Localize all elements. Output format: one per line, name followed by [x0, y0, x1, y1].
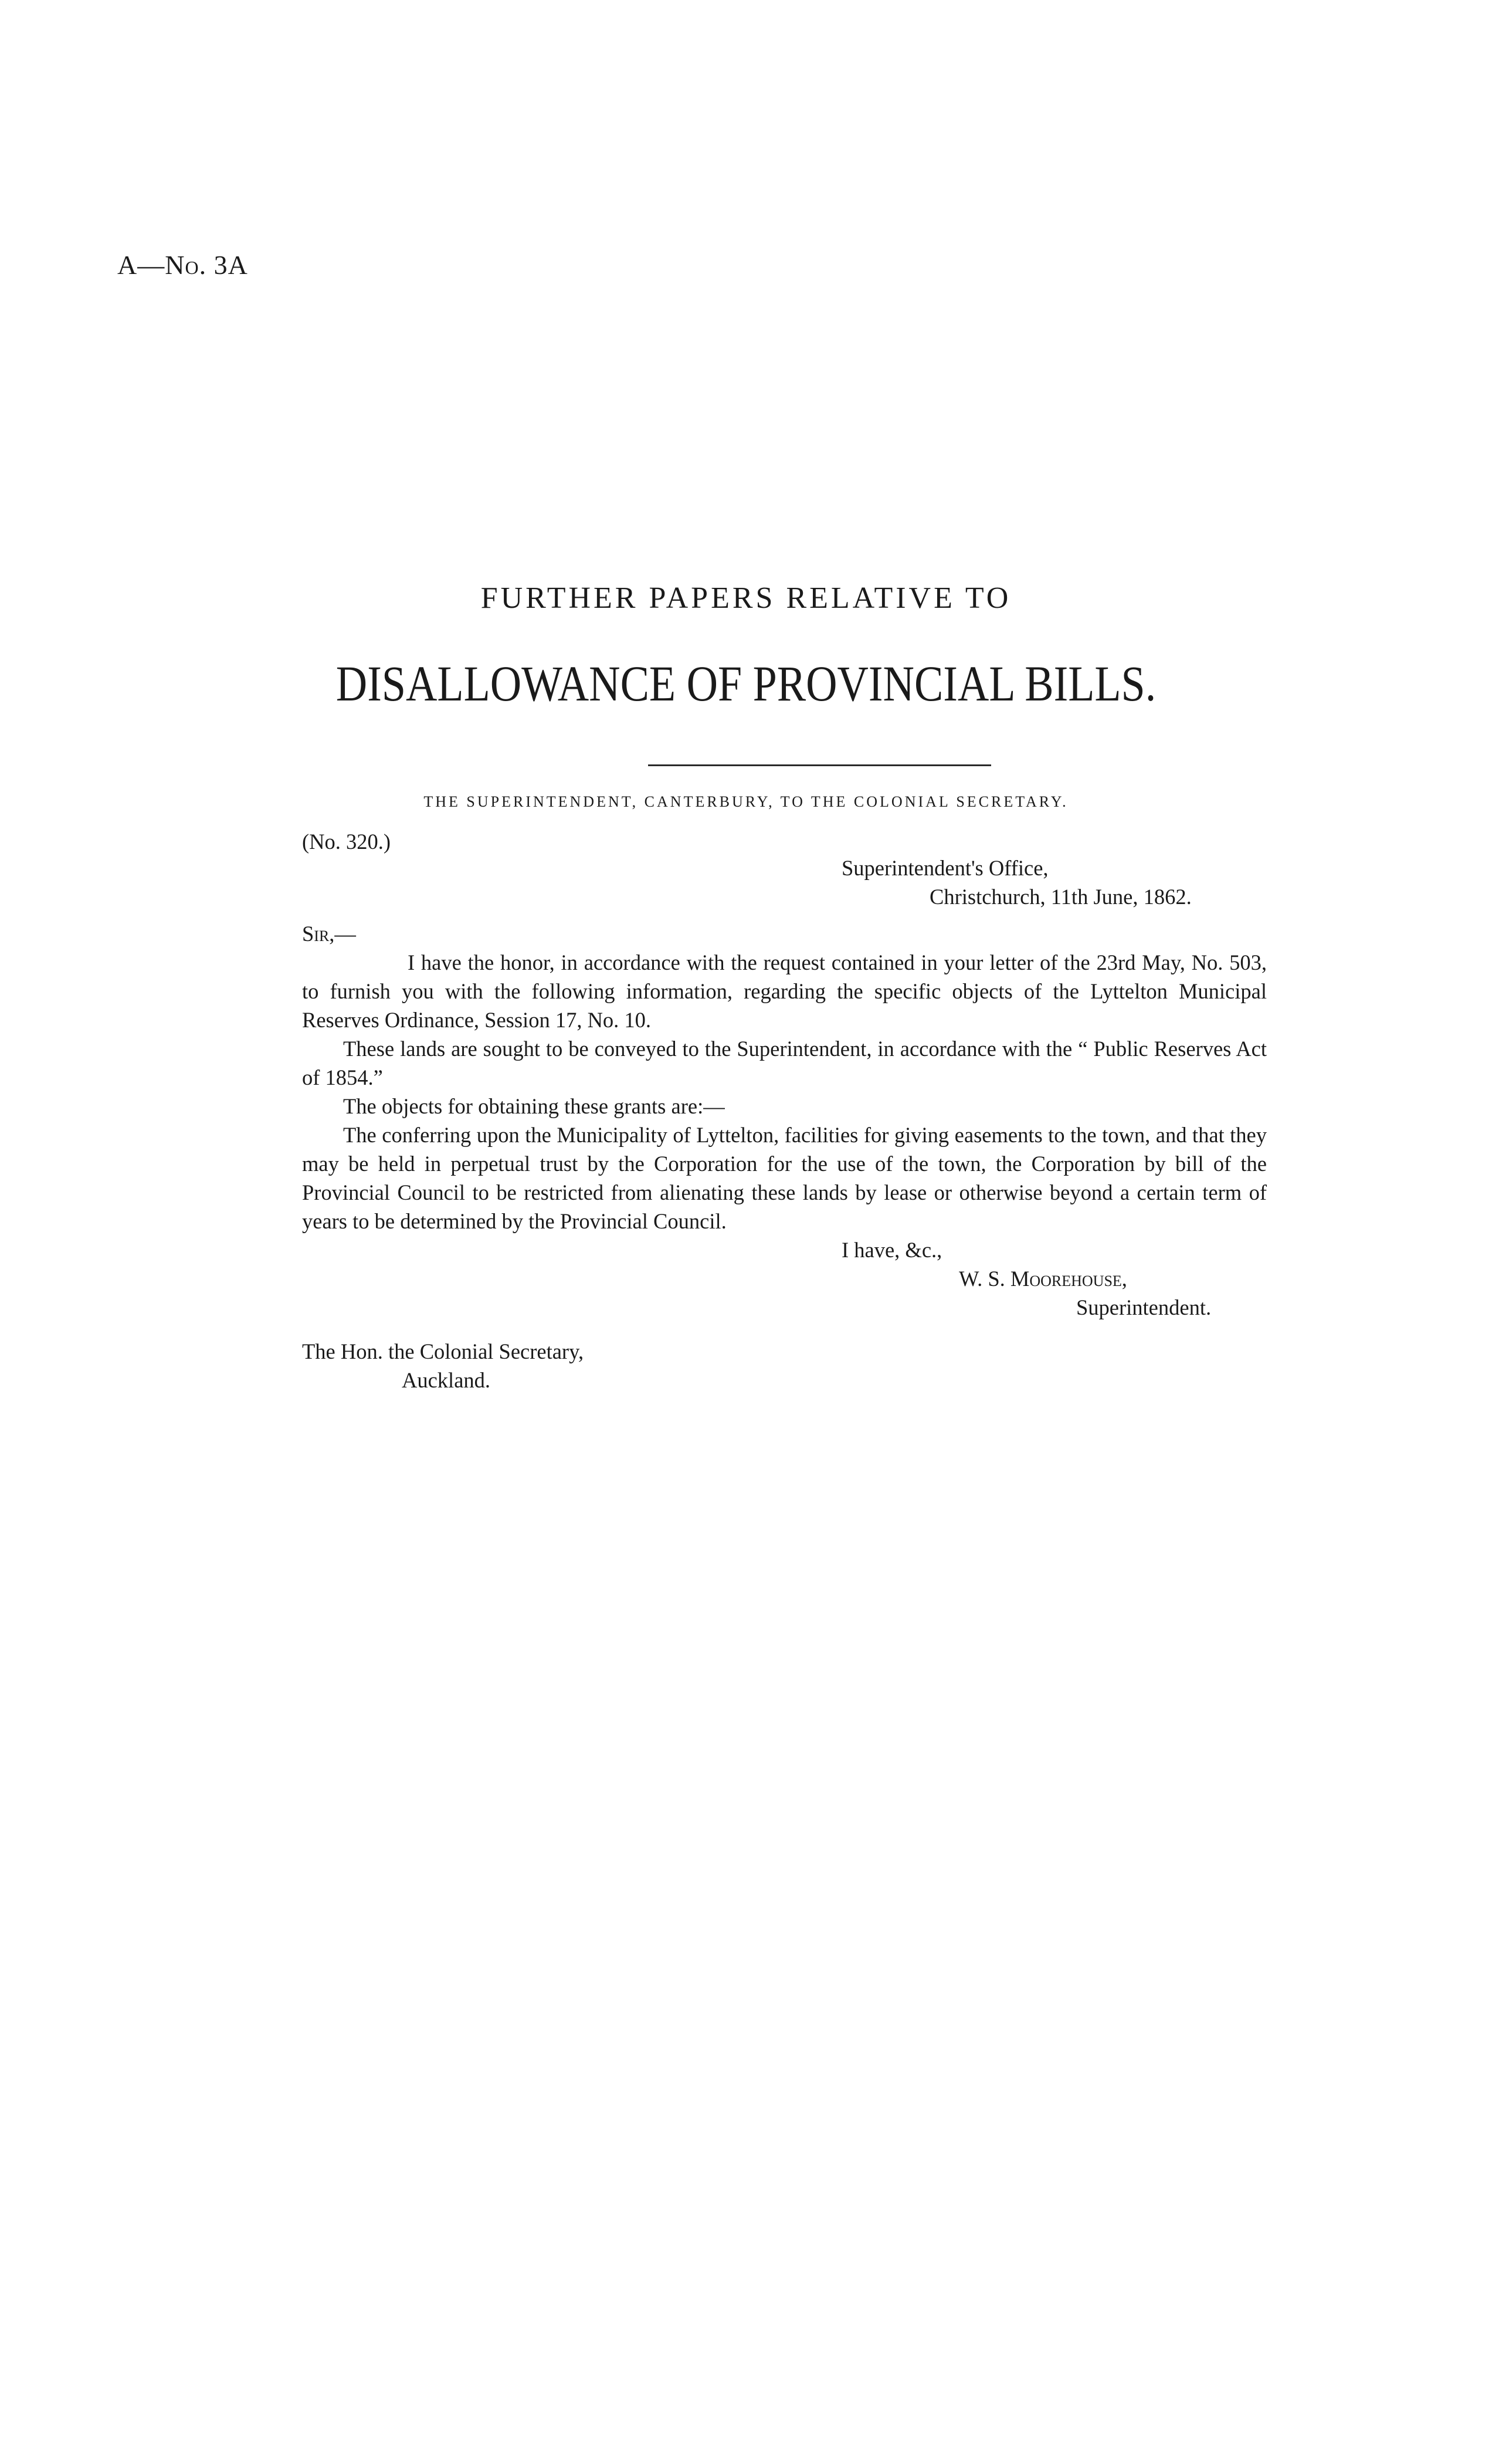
- signatory-title: Superintendent.: [1076, 1295, 1212, 1319]
- addressee-block: [302, 1337, 1267, 1395]
- letter-closing: I have, &c.,: [842, 1238, 942, 1262]
- page-reference-label: No.: [165, 250, 207, 280]
- signatory-name: W. S. Moorehouse,: [959, 1267, 1127, 1291]
- letter-place-date: Christchurch, 11th June, 1862.: [930, 885, 1192, 909]
- page-reference-number: 3A: [213, 250, 248, 280]
- letter-paragraph-4: The conferring upon the Municipality of Lyttelton, facilities for giving easements to the town, and that they may be held in perpetual trust by the Corporation for the use of the town, the Corporation by bill of the Provincial Council to be restricted from alienating these lands by lease or otherwise beyond a certain term of years to be determined by the Provincial Council.: [302, 1123, 1267, 1233]
- salutation: [302, 919, 1267, 948]
- salutation-text: Sir,—: [302, 922, 356, 946]
- addressee-name: The Hon. the Colonial Secretary,: [302, 1339, 584, 1363]
- letter-paragraph-2: These lands are sought to be conveyed to the Superintendent, in accordance with the “ Public Reserves Act of 1854.”: [302, 1037, 1267, 1089]
- letter-number: (No. 320.): [302, 830, 391, 854]
- letter-paragraph-3: The objects for obtaining these grants are:—: [343, 1094, 725, 1118]
- sender-address: [842, 854, 1267, 911]
- letter-heading: THE SUPERINTENDENT, CANTERBURY, TO THE COLONIAL SECRETARY.: [423, 793, 1069, 810]
- sender-office: Superintendent's Office,: [842, 856, 1049, 880]
- document-heading-line1: FURTHER PAPERS RELATIVE TO: [480, 581, 1012, 615]
- addressee-location: Auckland.: [402, 1368, 491, 1392]
- letter-paragraph-1: I have the honor, in accordance with the request contained in your letter of the 23rd May, No. 503, to furnish you with the following information, regarding the specific objects of the Lyttelton Municipal Reserves Ordinance, Session 17, No. 10.: [302, 950, 1267, 1032]
- page-reference-prefix: A—: [117, 250, 165, 280]
- title-divider: [648, 764, 991, 766]
- letter-body: [302, 827, 1267, 1395]
- document-title: DISALLOWANCE OF PROVINCIAL BILLS.: [335, 655, 1157, 712]
- page-reference: [117, 249, 248, 280]
- letter-closing-block: [842, 1236, 1267, 1322]
- signature: [842, 1264, 1267, 1293]
